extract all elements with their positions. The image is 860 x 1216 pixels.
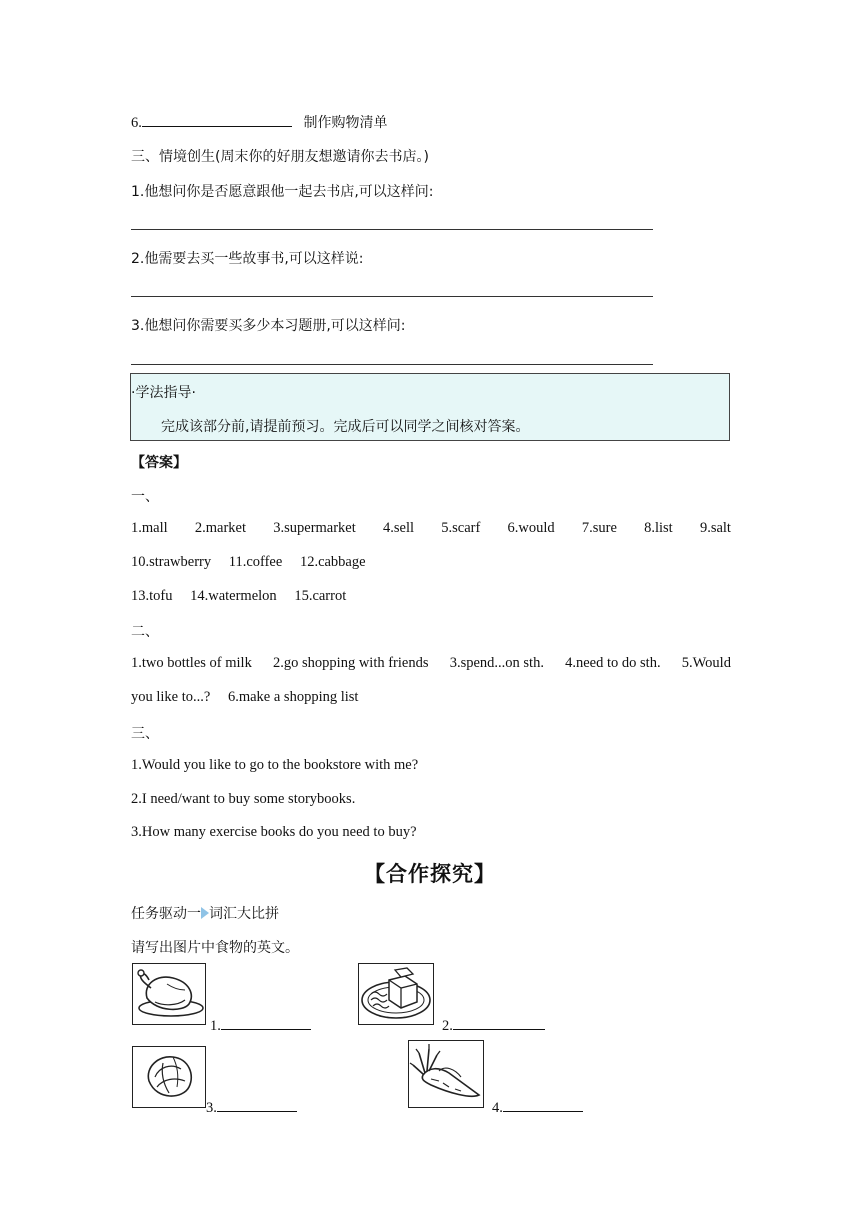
answer-item: 13.tofu — [131, 588, 173, 604]
answer-blank[interactable] — [142, 112, 292, 127]
answer-item: 3.supermarket — [273, 520, 356, 536]
picture-number: 2. — [442, 1018, 453, 1034]
cooperation-title: 【合作探究】 — [364, 862, 496, 886]
answer-item: 15.carrot — [294, 588, 347, 604]
answer-item: 11.coffee — [228, 554, 283, 570]
answer-line-1[interactable] — [131, 229, 653, 230]
tip-body: 完成该部分前,请提前预习。完成后可以同学之间核对答案。 — [161, 419, 530, 435]
answer-item: 9.salt — [699, 520, 731, 536]
answer-blank[interactable] — [221, 1015, 311, 1030]
answer-line-2[interactable] — [131, 296, 653, 297]
answers-section-2-label: 二、 — [131, 624, 159, 640]
picture-number: 3. — [206, 1100, 217, 1116]
answer-blank[interactable] — [503, 1097, 583, 1112]
answer-item: 3.spend...on sth. — [449, 655, 544, 671]
item-number: 6. — [131, 115, 142, 131]
picture-4 — [408, 1040, 484, 1108]
answers-section-3-line-1: 1.Would you like to go to the bookstore with me? — [131, 757, 419, 773]
answer-item: 1.two bottles of milk — [131, 655, 252, 671]
tofu-plate-icon — [359, 964, 433, 1024]
answers-section-1-row-2 — [131, 554, 366, 571]
answers-section-2-row-2 — [131, 689, 358, 706]
answer-item: 6.make a shopping list — [227, 689, 359, 705]
arrow-right-icon — [201, 907, 209, 919]
answer-item: 4.need to do sth. — [565, 655, 661, 671]
study-tip-box — [130, 373, 730, 441]
part3-heading: 三、情境创生(周末你的好朋友想邀请你去书店。) — [131, 149, 429, 165]
answers-section-3-label: 三、 — [131, 726, 159, 742]
answer-item: 2.go shopping with friends — [273, 655, 429, 671]
answers-section-3-line-2: 2.I need/want to buy some storybooks. — [131, 791, 356, 807]
answers-section-3-line-3: 3.How many exercise books do you need to buy? — [131, 824, 417, 840]
answers-section-2-row-1 — [131, 655, 731, 672]
task-heading — [131, 903, 279, 923]
answers-heading: 【答案】 — [131, 455, 187, 471]
answer-line-3[interactable] — [131, 364, 653, 365]
answer-blank[interactable] — [217, 1097, 297, 1112]
answer-item: 1.mall — [131, 520, 168, 536]
picture-1 — [132, 963, 206, 1025]
answers-section-1-row-3 — [131, 588, 346, 605]
picture-2 — [358, 963, 434, 1025]
part3-question-1: 1.他想问你是否愿意跟他一起去书店,可以这样问: — [131, 184, 434, 200]
answer-item: 5.scarf — [441, 520, 481, 536]
answer-item: you like to...? — [131, 689, 211, 705]
picture-3 — [132, 1046, 206, 1108]
part3-question-2: 2.他需要去买一些故事书,可以这样说: — [131, 251, 364, 267]
roast-chicken-icon — [133, 964, 205, 1024]
task-label-right: 词汇大比拼 — [209, 906, 279, 922]
tip-title: ·学法指导· — [131, 385, 196, 401]
task-label-left: 任务驱动一 — [131, 906, 201, 922]
answer-item: 4.sell — [383, 520, 415, 536]
instruction-text: 请写出图片中食物的英文。 — [131, 940, 299, 956]
picture-2-answer — [442, 1015, 545, 1035]
answer-item: 10.strawberry — [131, 554, 212, 570]
answer-item: 14.watermelon — [190, 588, 277, 604]
item-label: 制作购物清单 — [303, 115, 388, 131]
part3-question-3: 3.他想问你需要买多少本习题册,可以这样问: — [131, 318, 406, 334]
answer-blank[interactable] — [453, 1015, 545, 1030]
answer-item: 2.market — [194, 520, 247, 536]
picture-1-answer — [210, 1015, 311, 1035]
picture-number: 4. — [492, 1100, 503, 1116]
cabbage-icon — [133, 1047, 205, 1107]
answer-item: 8.list — [644, 520, 673, 536]
picture-4-answer — [492, 1097, 583, 1117]
answer-item: 7.sure — [581, 520, 617, 536]
carrot-icon — [409, 1041, 483, 1107]
answers-section-1-row-1 — [131, 520, 731, 537]
picture-number: 1. — [210, 1018, 221, 1034]
answer-item: 12.cabbage — [299, 554, 366, 570]
picture-3-answer — [206, 1097, 297, 1117]
answer-item: 5.Would — [681, 655, 731, 671]
part2-item-6 — [131, 112, 388, 132]
answer-item: 6.would — [507, 520, 555, 536]
answers-section-1-label: 一、 — [131, 489, 159, 505]
